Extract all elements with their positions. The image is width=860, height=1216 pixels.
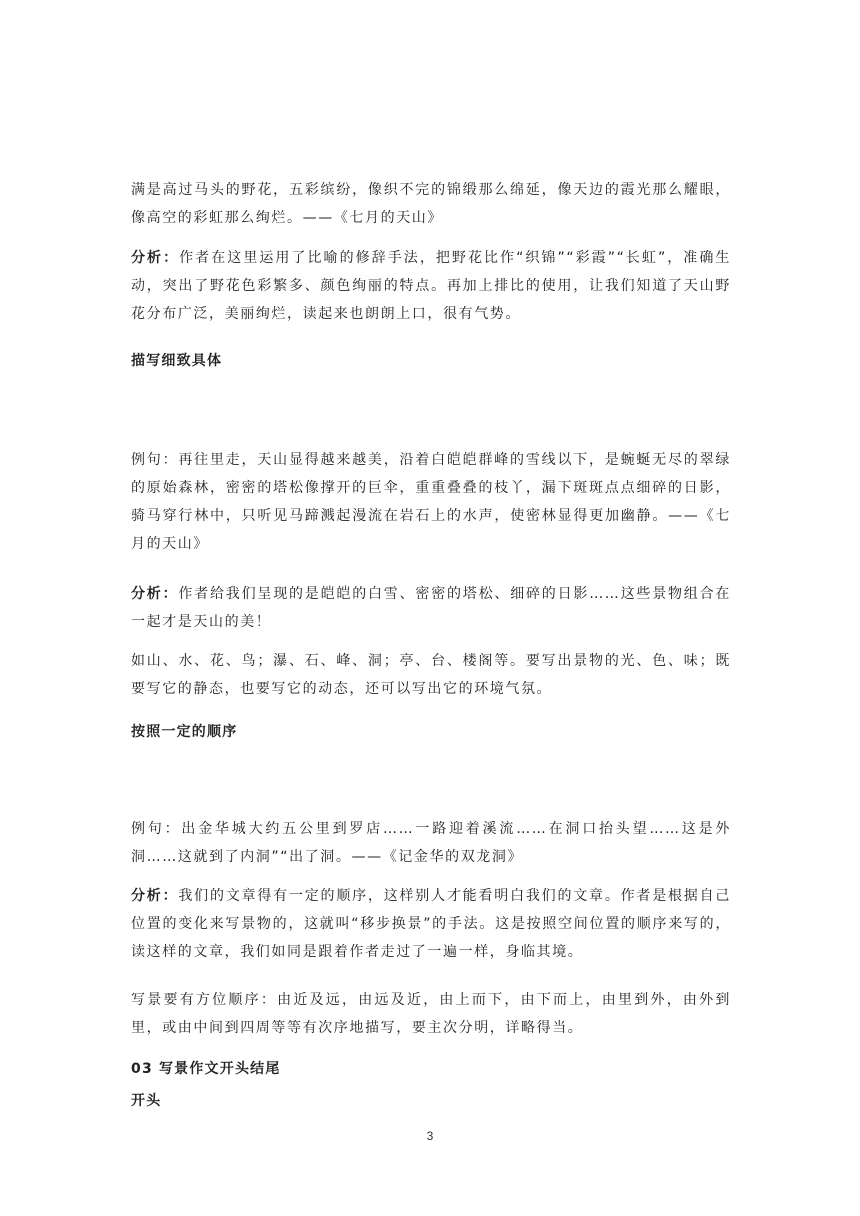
section-heading-03: 03 写景作文开头结尾 (131, 1061, 281, 1077)
description-paragraph-order (131, 986, 731, 1042)
analysis-paragraph-3 (131, 882, 731, 966)
paragraph-text: 写景要有方位顺序：由近及远，由远及近，由上而下，由下而上，由里到外，由外到里，或由中间到四周等等有次序地描写，要主次分明，详略得当。 (131, 992, 731, 1036)
section-heading-detailed: 描写细致具体 (131, 353, 223, 369)
paragraph-text: 满是高过马头的野花，五彩缤纷，像织不完的锦缎那么绵延，像天边的霞光那么耀眼，像高空的彩虹那么绚烂。——《七月的天山》 (131, 182, 731, 226)
description-paragraph-scenery (131, 647, 731, 703)
example-paragraph-shuanglong (131, 815, 731, 871)
paragraph-text: 例句：出金华城大约五公里到罗店……一路迎着溪流……在洞口抬头望……这是外洞……这就到了内洞”“出了洞。——《记金华的双龙洞》 (131, 821, 731, 865)
analysis-text: 作者给我们呈现的是皑皑的白雪、密密的塔松、细碎的日影……这些景物组合在一起才是天山的美！ (131, 586, 731, 630)
page-number: 3 (426, 1129, 434, 1143)
section-heading-order: 按照一定的顺序 (131, 724, 238, 740)
paragraph-text: 例句：再往里走，天山显得越来越美，沿着白皑皑群峰的雪线以下，是蜿蜒无尽的翠绿的原始森林，密密的塔松像撑开的巨伞，重重叠叠的枝丫，漏下斑斑点点细碎的日影，骑马穿行林中，只听见马蹄溅起漫流在岩石上的水声，使密林显得更加幽静。——《七月的天山》 (131, 452, 731, 552)
example-paragraph-forest (131, 446, 731, 558)
paragraph-text: 如山、水、花、鸟；瀑、石、峰、洞；亭、台、楼阁等。要写出景物的光、色、味；既要写它的静态，也要写它的动态，还可以写出它的环境气氛。 (131, 653, 731, 697)
analysis-text: 作者在这里运用了比喻的修辞手法，把野花比作“织锦”“彩霞”“长虹”，准确生动，突出了野花色彩繁多、颜色绚丽的特点。再加上排比的使用，让我们知道了天山野花分布广泛，美丽绚烂，读起来也朗朗上口，很有气势。 (131, 250, 731, 322)
analysis-paragraph-1 (131, 244, 731, 328)
analysis-label: 分析： (131, 586, 179, 602)
analysis-text: 我们的文章得有一定的顺序，这样别人才能看明白我们的文章。作者是根据自己位置的变化来写景物的，这就叫“移步换景”的手法。这是按照空间位置的顺序来写的，读这样的文章，我们如同是跟着作者走过了一遍一样，身临其境。 (131, 888, 731, 960)
analysis-paragraph-2 (131, 580, 731, 636)
example-paragraph-tianshan-flowers (131, 176, 731, 232)
section-heading-opening: 开头 (131, 1093, 162, 1109)
analysis-label: 分析： (131, 250, 180, 266)
analysis-label: 分析： (131, 888, 179, 904)
